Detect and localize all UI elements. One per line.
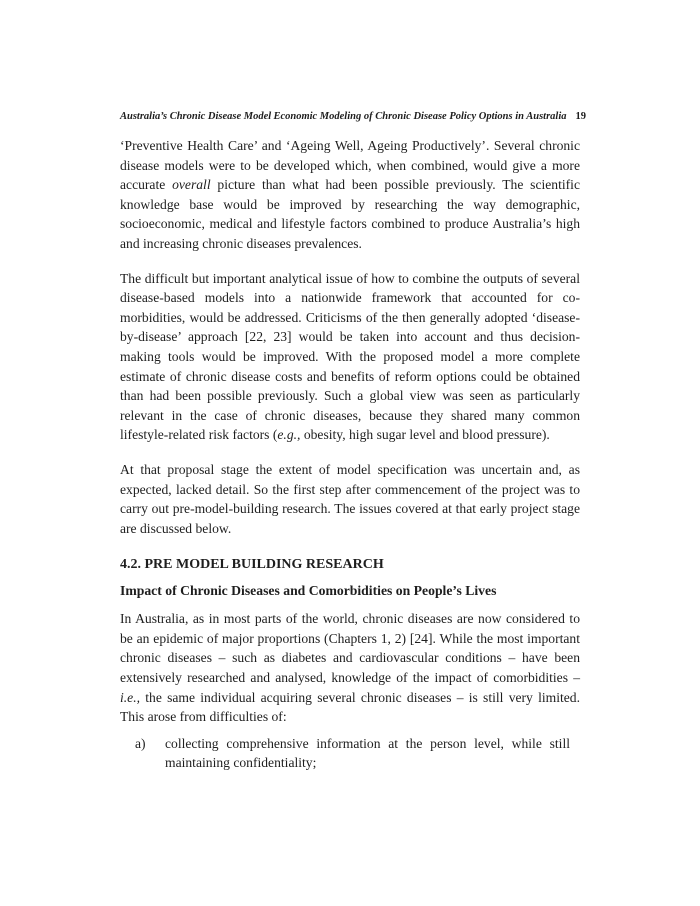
page-content: [120, 111, 586, 773]
page-number: 19: [575, 111, 586, 122]
text-segment-italic: overall: [172, 177, 211, 193]
paragraph-proposal-stage: [120, 460, 580, 538]
text-segment-italic: i.e.,: [120, 689, 141, 705]
text-segment: obesity, high sugar level and blood pressure).: [300, 427, 550, 443]
section-subheading: Impact of Chronic Diseases and Comorbidities on People’s Lives: [120, 583, 497, 599]
list-item-text: collecting comprehensive information at the person level, while still maintaining confidentiality;: [165, 735, 570, 771]
running-header-chapter-title: Economic Modeling of Chronic Disease Policy Options in Australia: [273, 111, 567, 122]
running-header-right: [273, 111, 586, 122]
list-item-a: [120, 734, 580, 773]
section-heading: 4.2. PRE MODEL BUILDING RESEARCH: [120, 557, 384, 573]
text-segment: At that proposal stage the extent of model specification was uncertain and, as expected, lacked detail. So the first step after commencement of the project was to carry out pre-model-building research. The issues covered at that early project stage are discussed below.: [120, 461, 580, 536]
running-header-book-title: Australia’s Chronic Disease Model: [120, 111, 272, 122]
text-segment: In Australia, as in most parts of the world, chronic diseases are now considered to be an epidemic of major proportions (Chapters 1, 2) [24]. While the most important chronic diseases – such as diabetes and cardiovascular conditions – have been extensively researched and analysed, knowledge of the impact of comorbidities –: [120, 611, 580, 686]
text-segment-italic: e.g.,: [277, 427, 301, 443]
text-segment: picture than what had been possible previously. The scientific knowledge base would be improved by researching the way demographic, socioeconomic, medical and lifestyle factors combined to produce Australia’s high and increasing chronic diseases prevalences.: [120, 177, 580, 251]
text-segment: The difficult but important analytical issue of how to combine the outputs of several disease-based models into a nationwide framework that accounted for co-morbidities, would be addressed. Criticisms of the then generally adopted ‘disease-by-disease’ approach [22, 23] would be taken into account and thus decision-making tools would be improved. With the proposed model a more complete estimate of chronic disease costs and benefits of reform options could be obtained than had been possible previously. Such a global view was seen as particularly relevant in the case of chronic diseases, because they shared many common lifestyle-related risk factors (: [120, 270, 580, 443]
text-segment: the same individual acquiring several chronic diseases – is still very limited. This arose from difficulties of:: [120, 689, 580, 725]
list-item-marker: a): [135, 735, 146, 751]
paragraph-preventive-health: [120, 136, 580, 254]
running-header: [120, 111, 586, 122]
paragraph-analytical-issue: [120, 269, 580, 445]
text-segment: ‘Preventive Health Care’ and ‘Ageing Well, Ageing Productively’. Several chronic disease models were to be developed which, when combined, would give a more accurate: [120, 138, 580, 193]
paragraph-chronic-epidemic: [120, 609, 580, 727]
